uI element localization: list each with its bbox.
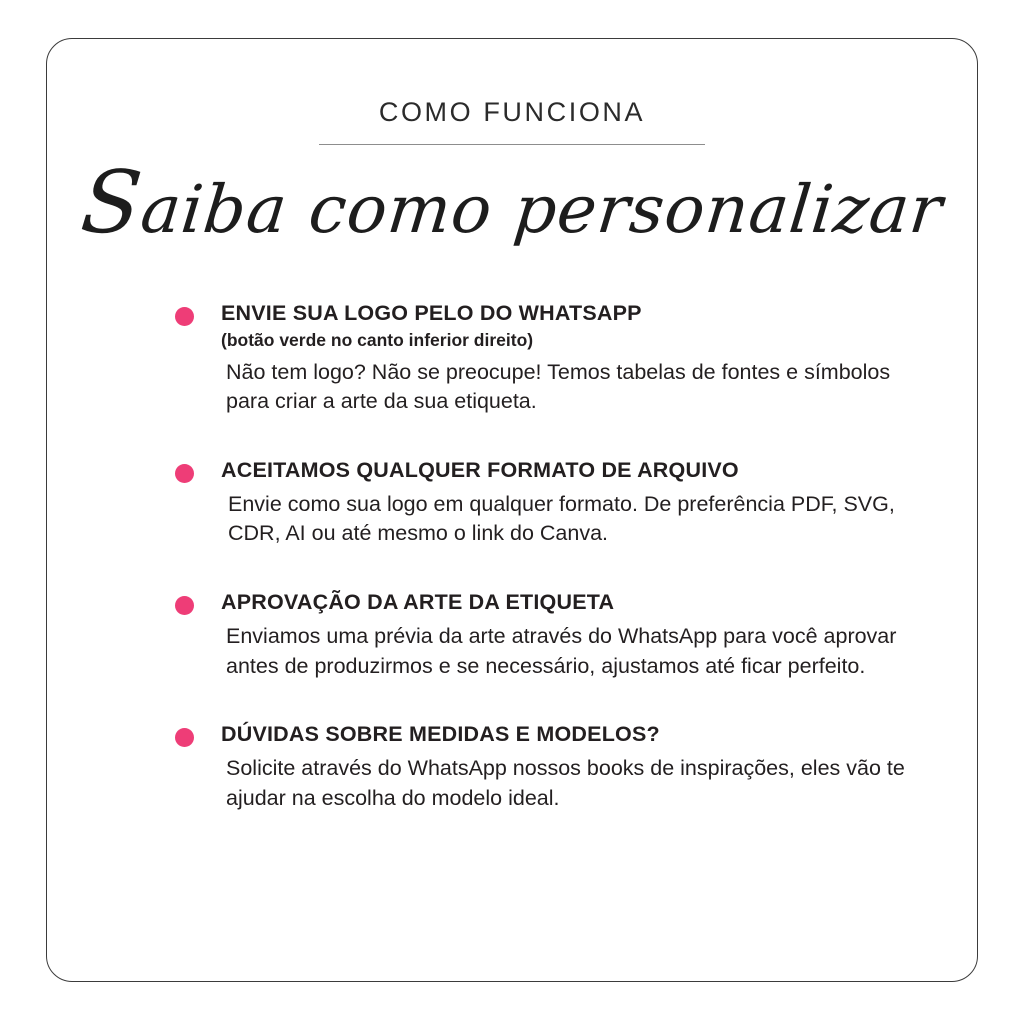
step-body (133, 589, 937, 681)
step-body (133, 457, 937, 549)
step-text: Solicite através do WhatsApp nossos books de inspirações, eles vão te ajudar na escolha do modelo ideal. (226, 756, 905, 810)
list-item (133, 300, 937, 417)
step-body (133, 721, 937, 813)
step-text: Não tem logo? Não se preocupe! Temos tabelas de fontes e símbolos para criar a arte da sua etiqueta. (226, 359, 891, 414)
script-heading-rest: aiba como personalizar (137, 171, 947, 248)
step-title: ACEITAMOS QUALQUER FORMATO DE ARQUIVO (221, 457, 739, 482)
bullet-dot-icon (175, 464, 194, 483)
list-item (133, 457, 937, 549)
script-heading (43, 153, 981, 253)
header-divider (319, 144, 705, 145)
bullet-dot-icon (175, 596, 194, 615)
bullet-dot-icon (175, 307, 194, 326)
step-subtitle: (botão verde no canto inferior direito) (221, 329, 534, 350)
script-heading-initial: S (76, 153, 148, 253)
step-title: ENVIE SUA LOGO PELO DO WHATSAPP (221, 301, 642, 325)
card-header (47, 97, 977, 145)
step-text: Enviamos uma prévia da arte através do WhatsApp para você aprovar antes de produzirmos e se necessário, ajustamos até ficar perfeito. (226, 624, 897, 678)
page-title: COMO FUNCIONA (378, 97, 646, 127)
step-text: Envie como sua logo em qualquer formato. De preferência PDF, SVG, CDR, AI ou até mesmo o link do Canva. (228, 491, 895, 546)
step-title: DÚVIDAS SOBRE MEDIDAS E MODELOS? (221, 722, 660, 747)
list-item (133, 589, 937, 681)
steps-list (47, 300, 977, 814)
info-card (46, 38, 978, 982)
step-body (133, 300, 937, 417)
step-title: APROVAÇÃO DA ARTE DA ETIQUETA (221, 590, 615, 615)
list-item (133, 721, 937, 813)
